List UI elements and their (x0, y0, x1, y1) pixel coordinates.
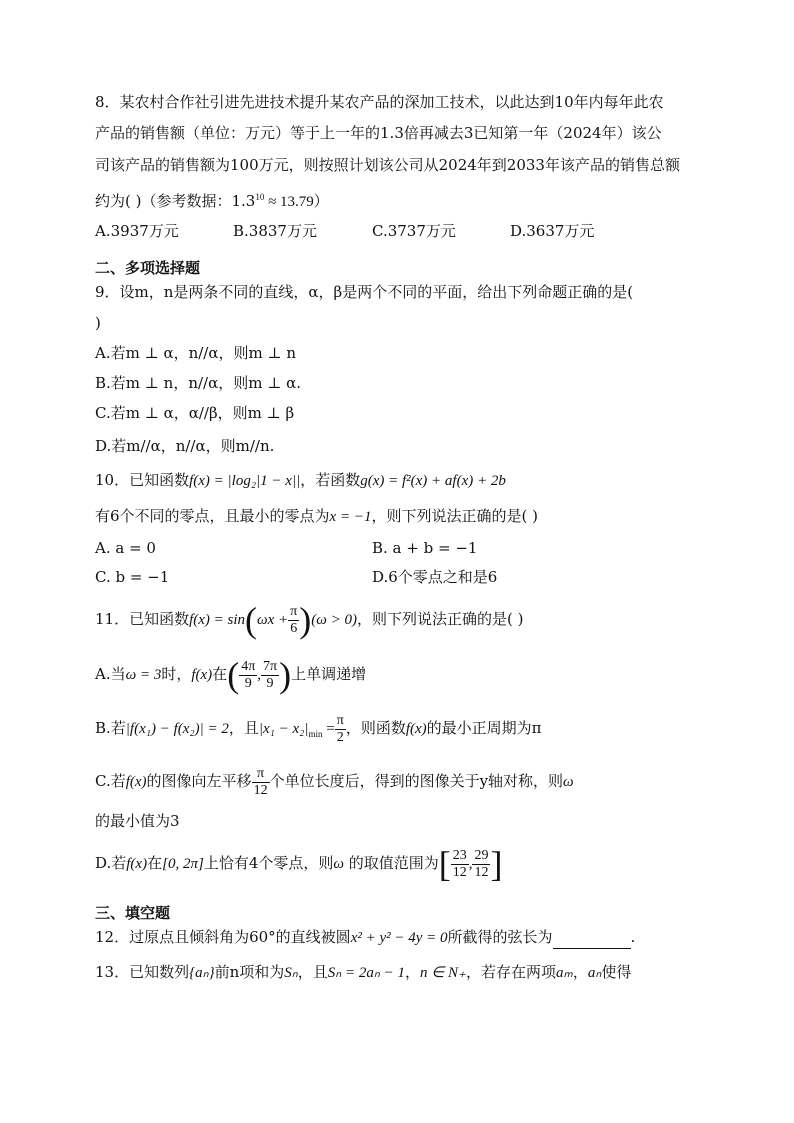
pi-over-6-fraction: $\frac{\pi}{6}$ (290, 603, 298, 636)
q9-line1: 9．设m，n是两条不同的直线，α，β是两个不同的平面，给出下列命题正确的是( (95, 283, 634, 301)
q8-option-a: A.3937万元 (95, 222, 179, 240)
q10-line1: 10．已知函数f(x) = |log₂|1 − x||，若函数g(x) = f²(x) + af(x) + 2b (95, 471, 506, 489)
q11-option-d: D.若f(x)在[0, 2π]上恰有4个零点，则ω 的取值范围为[ $\frac{23}{12}$ , $\frac{29}{12}$ ] (95, 844, 503, 884)
q10-option-a: A. a = 0 (95, 539, 156, 557)
q11-option-b: B.若|f(x₁) − f(x₂)| = 2，且$|x_1 - x_2|_{min}$ = $\frac{\pi}{2}$ ，则函数f(x)的最小正周期为π (95, 712, 542, 745)
answer-blank[interactable] (553, 932, 631, 949)
q9-option-d: D.若m//α，n//α，则m//n. (95, 437, 275, 455)
q11-stem: 11．已知函数f(x) = sin(ωx + $\frac{\pi}{6}$ )(ω > 0)，则下列说法正确的是( ) (95, 600, 524, 640)
q11-option-c-line2: 的最小值为3 (95, 812, 180, 830)
section-multiple-choice-heading: 二、多项选择题 (95, 259, 201, 277)
q13-line: 13．已知数列{aₙ}前n项和为Sₙ，且Sₙ = 2aₙ − 1，n ∈ N₊，若存在两项aₘ，aₙ使得 (95, 963, 632, 981)
q8-option-b: B.3837万元 (233, 222, 317, 240)
q8-line2: 产品的销售额（单位：万元）等于上一年的1.3倍再减去3已知第一年（2024年）该公 (95, 124, 662, 142)
q9-option-a: A.若m ⊥ α，n//α，则m ⊥ n (95, 344, 297, 362)
section-fill-blank-heading: 三、填空题 (95, 904, 171, 922)
q9-line2: ) (95, 314, 101, 332)
q9-option-b: B.若m ⊥ n，n//α，则m ⊥ α. (95, 374, 301, 392)
q10-option-d: D.6个零点之和是6 (372, 568, 498, 586)
q10-option-c: C. b = −1 (95, 568, 170, 586)
q8-line3: 司该产品的销售额为100万元，则按照计划该公司从2024年到2033年该产品的销售总额 (95, 156, 680, 174)
q8-line1: 8．某农村合作社引进先进技术提升某农产品的深加工技术，以此达到10年内每年此农 (95, 93, 664, 111)
q11-option-c: C.若f(x)的图像向左平移 $\frac{\pi}{12}$ 个单位长度后，得到的图像关于y轴对称，则ω (95, 765, 574, 798)
q12-line: 12．过原点且倾斜角为60°的直线被圆x² + y² − 4y = 0所截得的弦长为 . (95, 926, 635, 949)
q8-option-d: D.3637万元 (510, 222, 595, 240)
q9-option-c: C.若m ⊥ α，α//β，则m ⊥ β (95, 404, 295, 422)
q10-line2: 有6个不同的零点，且最小的零点为x = −1，则下列说法正确的是( ) (95, 507, 538, 525)
q8-line4: 约为( )（参考数据：$1.3^{10} \approx 13.79$） (95, 192, 329, 210)
q10-option-b: B. a + b = −1 (372, 539, 478, 557)
q8-option-c: C.3737万元 (372, 222, 456, 240)
q11-option-a: A.当ω = 3时，f(x)在( $\frac{4\pi}{9}$ , $\frac{7\pi}{9}$ )上单调递增 (95, 655, 367, 695)
